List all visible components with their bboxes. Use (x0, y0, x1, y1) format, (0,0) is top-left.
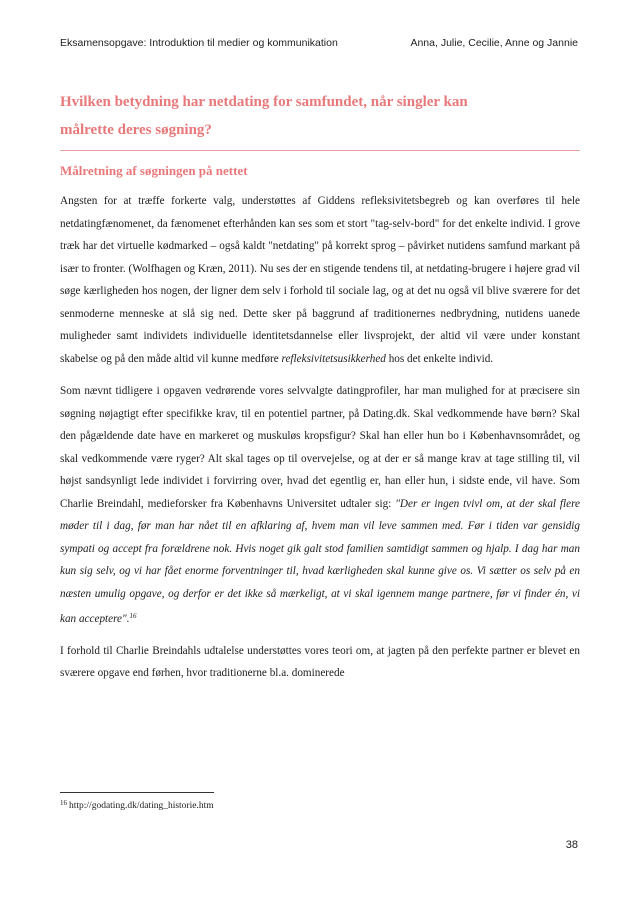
footnote-number: 16 (60, 799, 67, 807)
page-title-line-2: målrette deres søgning? (60, 122, 212, 138)
paragraph-1 (60, 190, 580, 370)
paragraph-3 (60, 640, 580, 685)
header-course-title: Eksamensopgave: Introduktion til medier og kommunikation (60, 37, 338, 49)
page-content (60, 88, 580, 685)
page-number: 38 (565, 839, 578, 851)
footnote-divider (60, 792, 214, 793)
header-authors: Anna, Julie, Cecilie, Anne og Jannie (410, 37, 578, 49)
breindahl-quote: "Der er ingen tvivl om, at der skal flere møder til i dag, før man har nået til en afklaring af, hvem man vil leve sammen med. Før i tiden var gensidig sympati og accept fra forældrene nok. Hvis noget gik galt stod familien samtidigt sammen og hjalp. I dag har man kun sig selv, og vi har fået enorme forventninger til, hvad kærligheden skal kunne give os. Vi sætter os selv på en næsten umulig opgave, og derfor er det ikke så mærkeligt, at vi skal igennem mange partnere, før vi finder én, vi kan acceptere". (60, 497, 581, 625)
title-divider (60, 150, 580, 151)
paragraph-2 (60, 380, 580, 631)
footnote-link[interactable]: http://godating.dk/dating_historie.htm (69, 801, 214, 811)
footnote (60, 799, 214, 811)
paragraph-1-italic-term: refleksivitetsusikkerhed (281, 352, 386, 365)
page-title (60, 88, 580, 144)
paragraph-2-text: Som nævnt tidligere i opgaven vedrørende vores selvvalgte datingprofiler, har man mulighed for at præcisere sin søgning nøjagtigt efter specifikke krav, til en potentiel partner, på Dating.dk. Skal vedkommende have børn? Skal den pågældende date have en markeret og muskuløs kropsfigur? Skal han eller hun bo i Københavnsområdet, og skal vedkommende være ryger? Alt skal tages op til overvejelse, og at der er så mange krav at tage stilling til, vil højst sandsynligt lede individet i forvirring over, hvad det egentlig er, han eller hun, i sidste ende, vil have. Som Charlie Breindahl, medieforsker fra Københavns Universitet udtaler sig: (60, 385, 580, 510)
section-subtitle: Målretning af søgningen på nettet (60, 163, 248, 178)
page-title-line-1: Hvilken betydning har netdating for samfundet, når singler kan (60, 94, 468, 110)
paragraph-3-text: I forhold til Charlie Breindahls udtalelse understøttes vores teori om, at jagten på den perfekte partner er blevet en sværere opgave end førhen, hvor traditionerne bl.a. dominerede (60, 644, 580, 679)
footnote-reference[interactable]: 16 (129, 612, 137, 620)
paragraph-1-text: Angsten for at træffe forkerte valg, understøttes af Giddens refleksivitetsbegreb og kan overføres til hele netdatingfænomenet, da fænomenet efterhånden kan ses som et stort "tag-selv-bord" for det enkelte individ. I grove træk har det virtuelle kødmarked – også kaldt "netdating" på korrekt sprog – påvirket nutidens samfund markant på især to fronter. (Wolfhagen og Kræn, 2011). Nu ses der en stigende tendens til, at netdating-brugere i højere grad vil søge kærligheden hos nogen, der ligner dem selv i forhold til sociale lag, og at det nu også vil blive sværere for det senmoderne menneske at slå sig ned. Dette sker på baggrund af traditionernes nedbrydning, nutidens uanede muligheder samt individets individuelle identitetsdannelse eller livsprojekt, der altid vil være under konstant skabelse og på den måde altid vil kunne medføre (60, 195, 580, 365)
paragraph-1-text-end: hos det enkelte individ. (385, 352, 494, 365)
